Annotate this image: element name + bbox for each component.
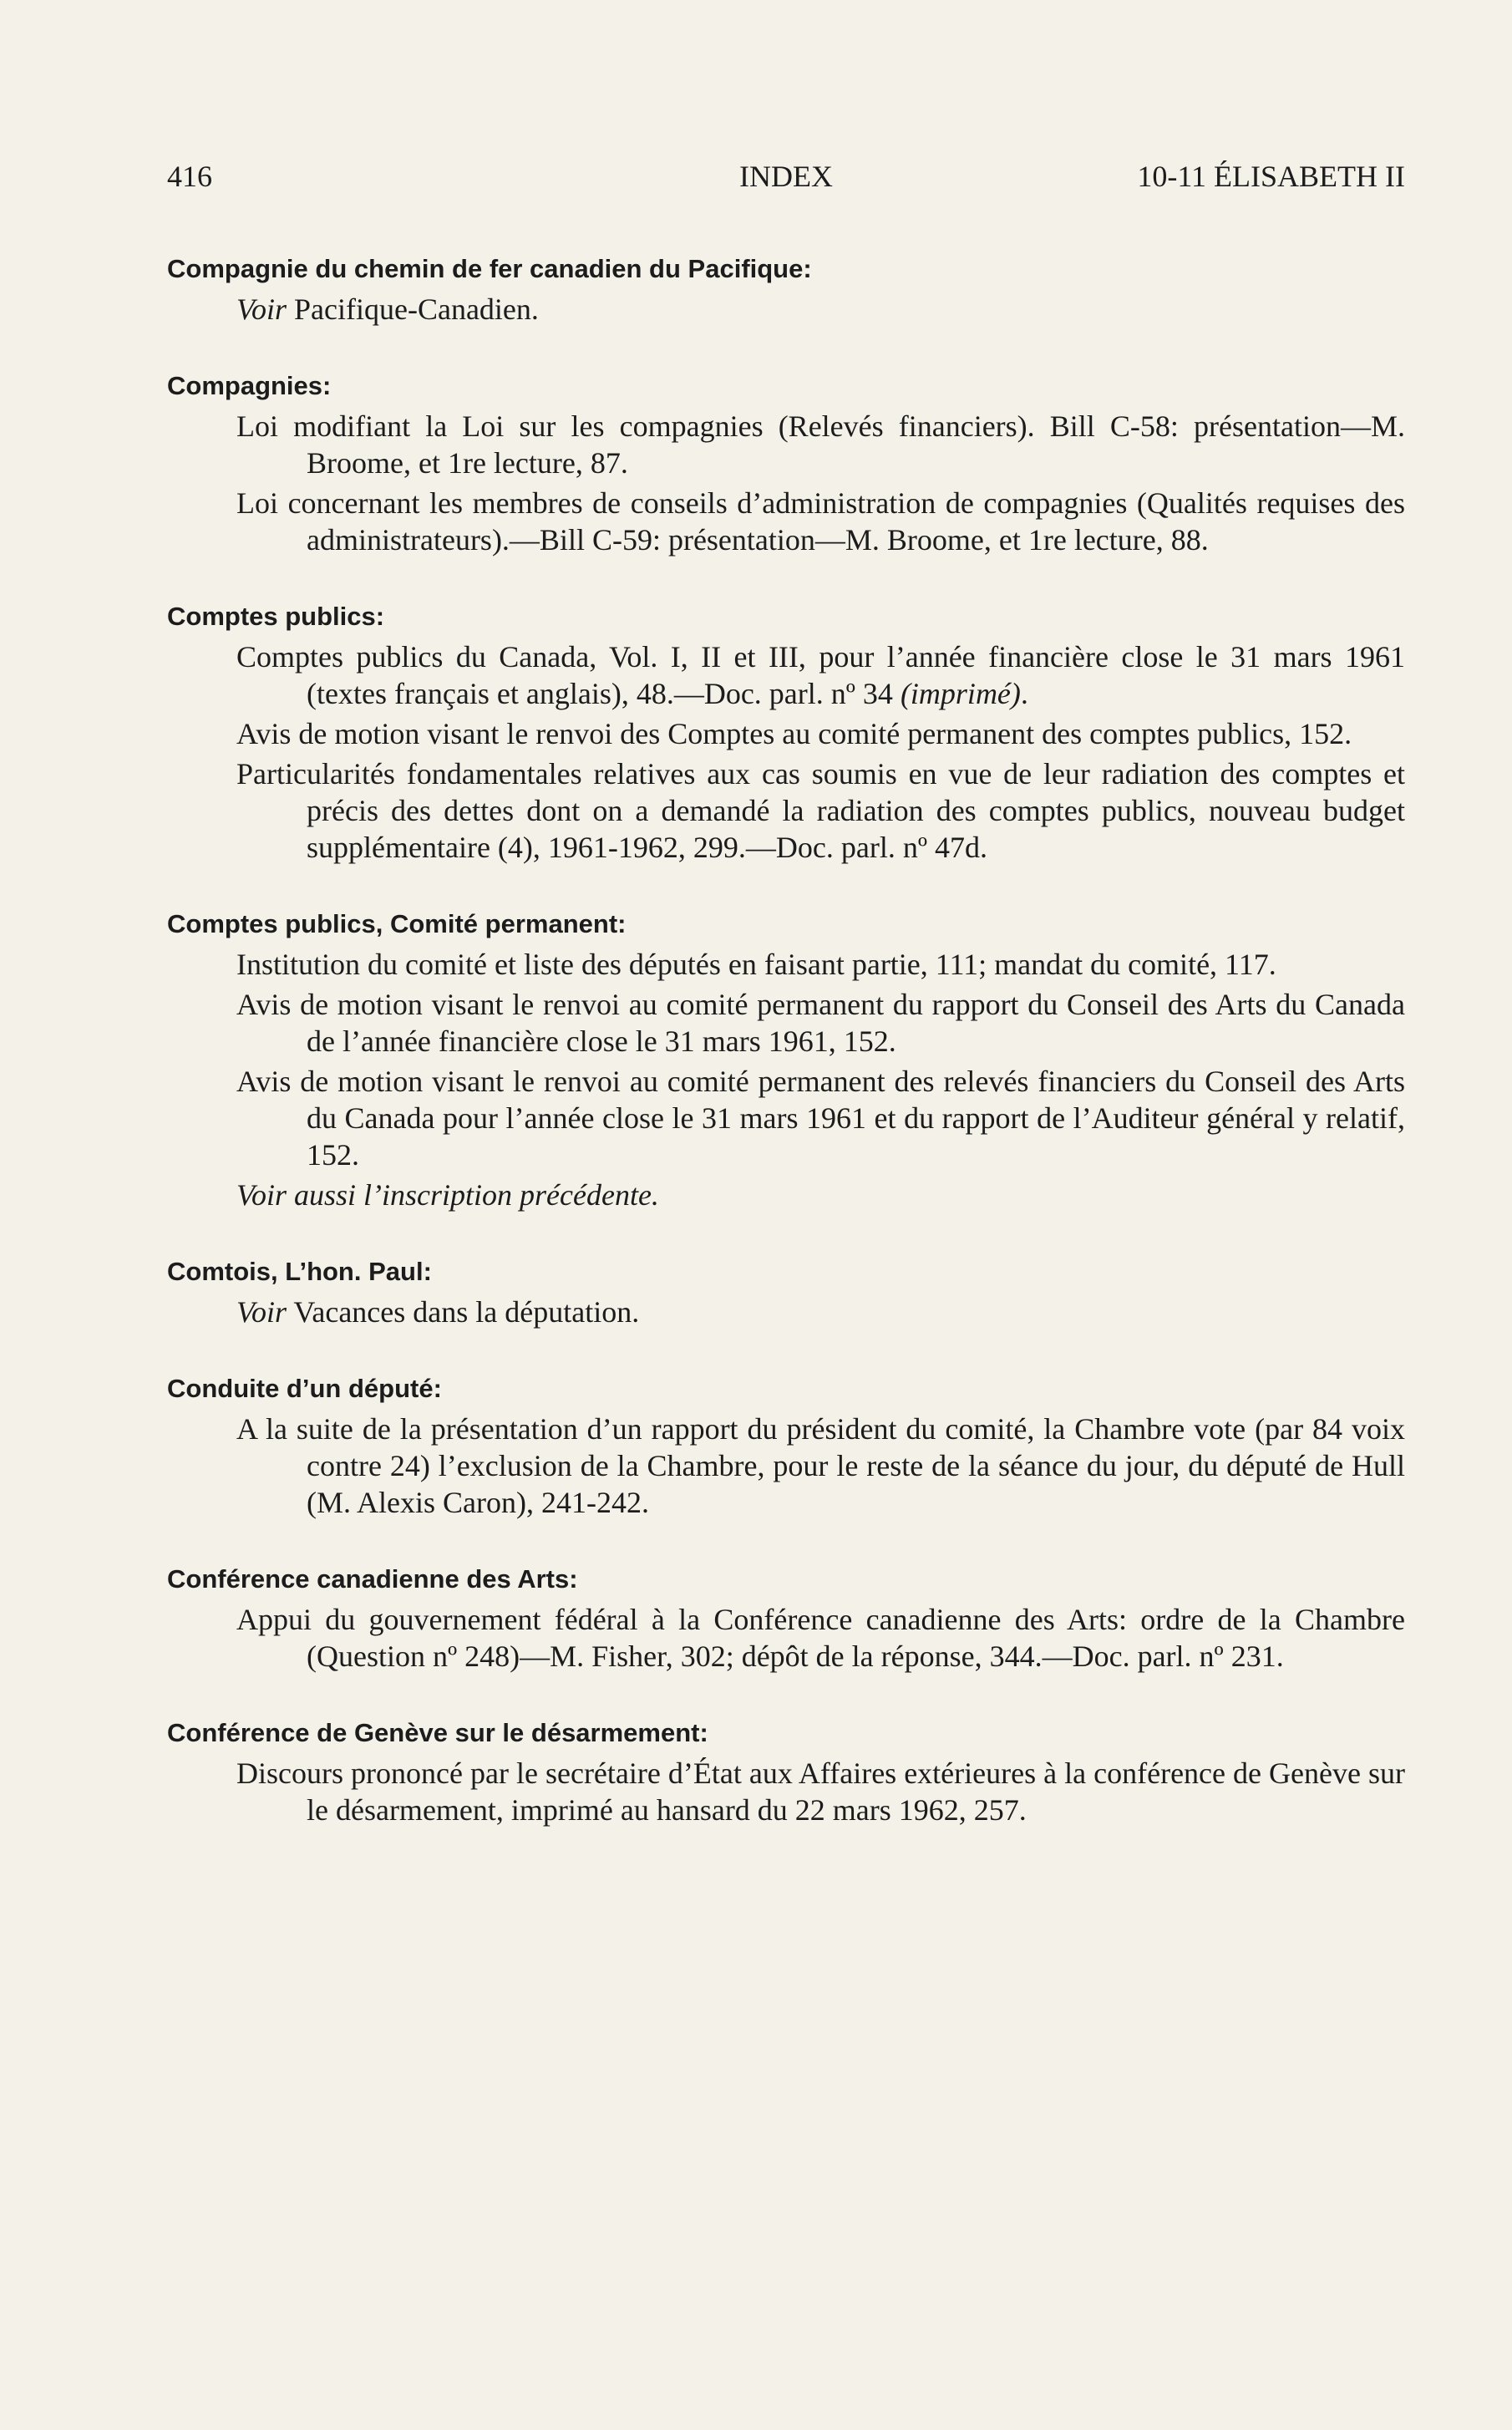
entry-item: Particularités fondamentales relatives aux cas soumis en vue de leur radiation des comptes et précis des dettes dont on a demandé la radiation des comptes publics, nouveau budget supplémentaire (4), 1961-1962, 299.—Doc. parl. nº 47d. [236,757,1405,864]
index-entry [167,1715,1405,1828]
voir-label: Voir [236,292,287,326]
entry-item: Discours prononcé par le secrétaire d’État aux Affaires extérieures à la conférence de Genève sur le désarmement, imprimé au hansard du 22 mars 1962, 257. [236,1756,1405,1827]
entry-item: Avis de motion visant le renvoi au comité permanent du rapport du Conseil des Arts du Canada de l’année financière close le 31 mars 1961, 152. [236,988,1405,1058]
index-entry [167,598,1405,866]
running-head [167,159,1405,201]
index-body [167,251,1405,1868]
index-entry [167,906,1405,1213]
entry-heading: Comtois, L’hon. Paul: [167,1257,432,1286]
entry-heading: Conduite d’un député: [167,1374,442,1403]
index-entry [167,1561,1405,1675]
entry-heading: Compagnie du chemin de fer canadien du Pacifique: [167,254,812,283]
entry-item: Loi concernant les membres de conseils d’administration de compagnies (Qualités requises des administrateurs).—Bill C-59: présentation—M. Broome, et 1re lecture, 88. [236,486,1405,557]
item-end: . [1020,677,1028,710]
voir-label: Voir [236,1295,287,1329]
voir-target: Pacifique-Canadien. [287,292,539,326]
entry-heading: Compagnies: [167,371,332,400]
item-italic: (imprimé) [900,677,1021,710]
entry-item [236,638,1405,712]
entry-heading: Conférence de Genève sur le désarmement: [167,1718,708,1747]
item-text: Comptes publics du Canada, Vol. I, II et III, pour l’année financière close le 31 mars 1961 (textes français et anglais), 48.—Doc. parl. nº 34 [236,640,1405,710]
entry-item: Appui du gouvernement fédéral à la Conférence canadienne des Arts: ordre de la Chambre (Question nº 248)—M. Fisher, 302; dépôt de la réponse, 344.—Doc. parl. nº 231. [236,1603,1405,1673]
index-entry [167,1370,1405,1521]
cross-reference [236,1294,1405,1330]
entry-item: Avis de motion visant le renvoi au comité permanent des relevés financiers du Conseil des Arts du Canada pour l’année close le 31 mars 1961 et du rapport de l’Auditeur général y relatif, 152. [236,1065,1405,1172]
entry-item: A la suite de la présentation d’un rapport du président du comité, la Chambre vote (par 84 voix contre 24) l’exclusion de la Chambre, pour le reste de la séance du jour, du député de Hull (M. Alexis Caron), 241-242. [236,1412,1405,1519]
cross-reference: Voir aussi l’inscription précédente. [236,1178,659,1212]
index-entry [167,1253,1405,1330]
running-title: INDEX [739,160,833,193]
entry-item: Loi modifiant la Loi sur les compagnies (Relevés financiers). Bill C-58: présentation—M. Broome, et 1re lecture, 87. [236,409,1405,480]
entry-item: Avis de motion visant le renvoi des Comptes au comité permanent des comptes publics, 152. [236,717,1352,750]
index-entry [167,251,1405,328]
cross-reference [236,291,1405,328]
voir-target: Vacances dans la députation. [287,1295,640,1329]
entry-heading: Comptes publics, Comité permanent: [167,909,627,938]
index-entry [167,368,1405,558]
entry-item: Institution du comité et liste des députés en faisant partie, 111; mandat du comité, 117. [236,948,1276,981]
entry-heading: Comptes publics: [167,602,385,631]
page-number: 416 [167,160,212,193]
volume-label: 10-11 ÉLISABETH II [1137,160,1405,193]
entry-heading: Conférence canadienne des Arts: [167,1564,578,1594]
